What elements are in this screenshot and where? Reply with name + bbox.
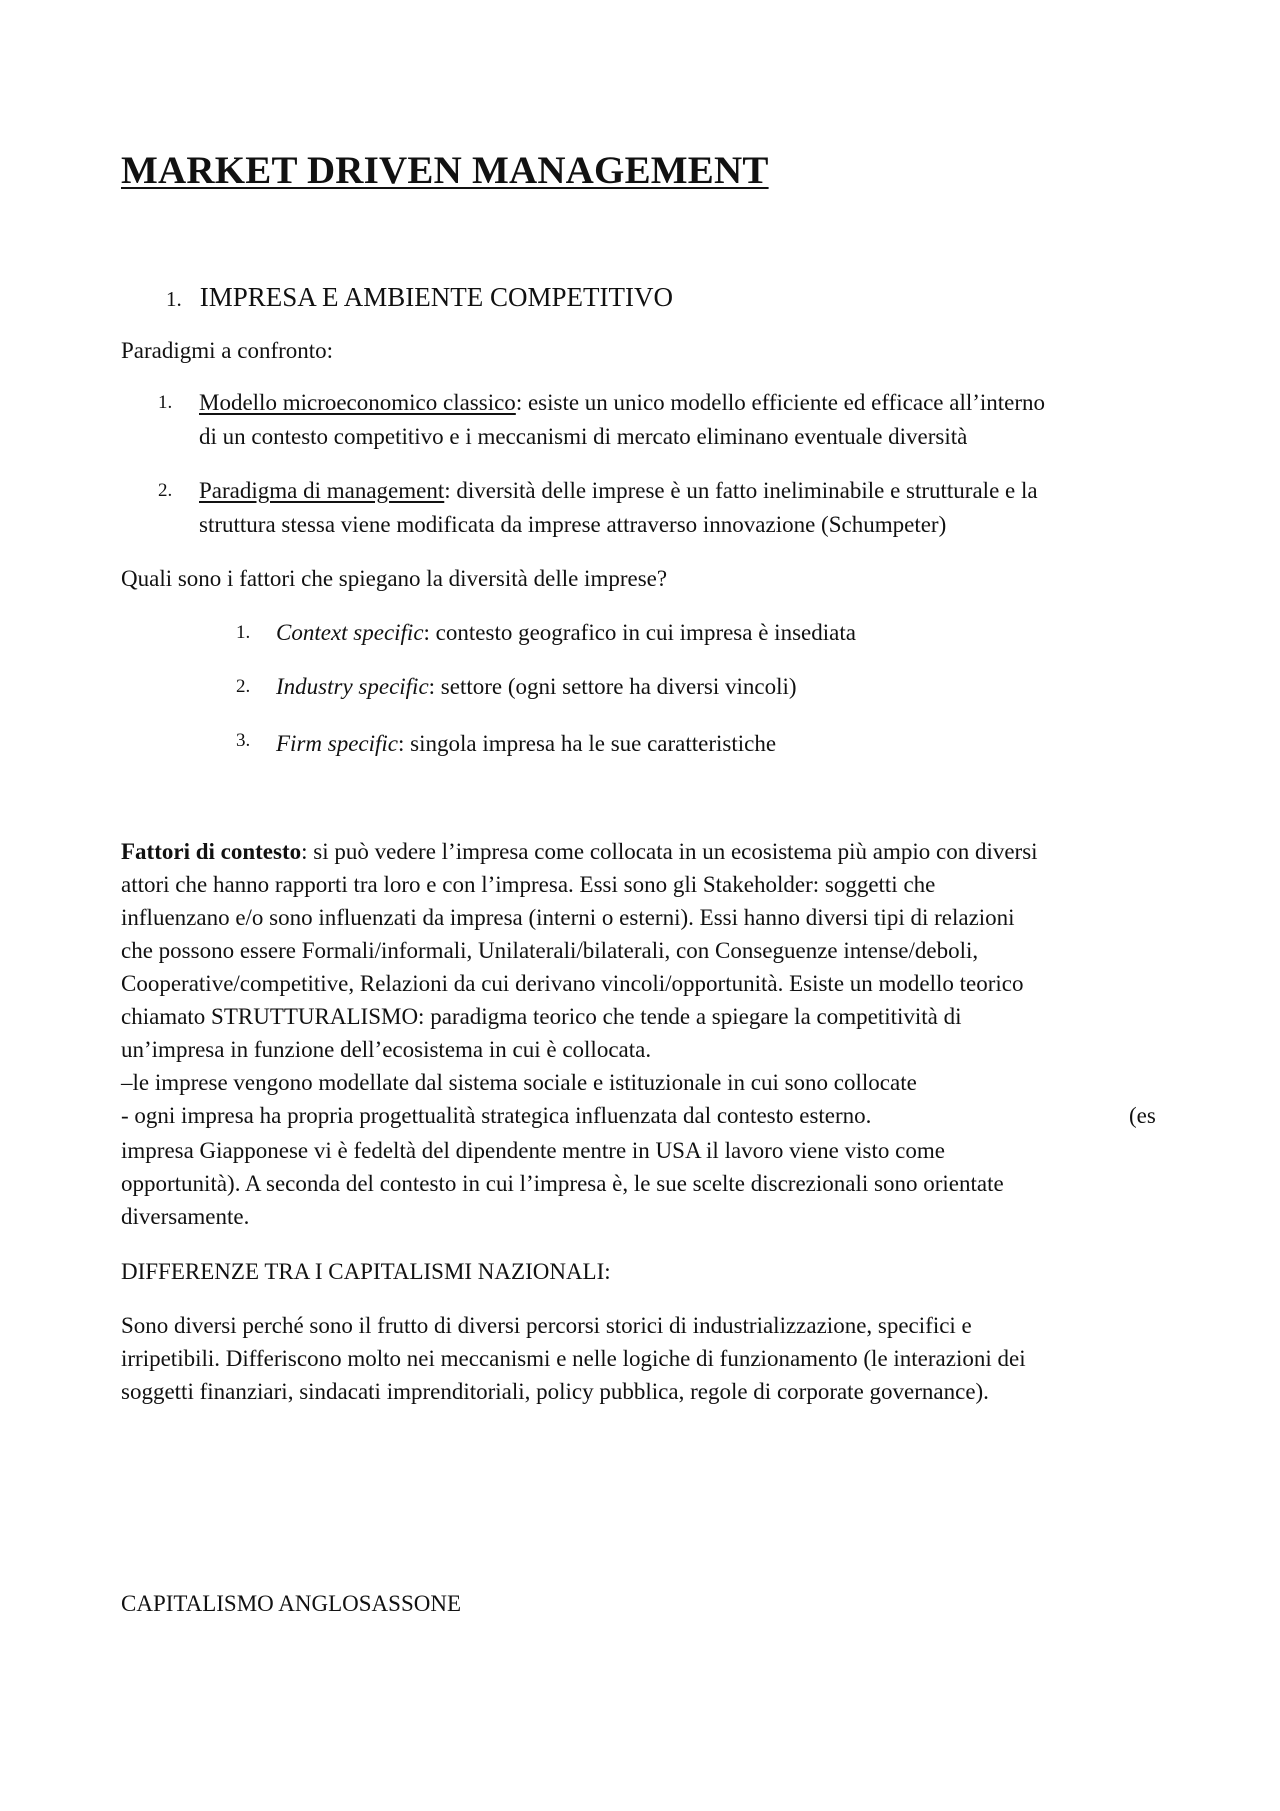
list-item-text: di un contesto competitivo e i meccanismi di mercato eliminano eventuale diversità <box>199 424 968 449</box>
paragraph-line: –le imprese vengono modellate dal sistema sociale e istituzionale in cui sono collocate <box>121 1070 917 1095</box>
list-item-text: : esiste un unico modello efficiente ed efficace all’interno <box>515 390 1046 415</box>
section-number: 1. <box>166 287 182 311</box>
list-item <box>276 616 856 649</box>
fattori-question: Quali sono i fattori che spiegano la diversità delle imprese? <box>121 566 668 591</box>
contesto-paragraph <box>121 835 1171 1233</box>
paragraph-line: impresa Giapponese vi è fedeltà del dipendente mentre in USA il lavoro viene visto come <box>121 1138 945 1163</box>
list-item <box>276 670 797 703</box>
paragraph-line: che possono essere Formali/informali, Unilaterali/bilaterali, con Conseguenze intense/deboli, <box>121 938 979 963</box>
list-item <box>276 727 776 760</box>
list-item-term: Context specific <box>276 620 424 645</box>
differenze-paragraph <box>121 1309 1171 1408</box>
list-item <box>199 386 1179 454</box>
list-number: 3. <box>236 730 251 751</box>
paradigmi-intro: Paradigmi a confronto: <box>121 338 334 363</box>
paragraph-line: un’impresa in funzione dell’ecosistema in cui è collocata. <box>121 1037 652 1062</box>
list-item-text: : contesto geografico in cui impresa è insediata <box>423 620 856 645</box>
list-item-text: : singola impresa ha le sue caratteristiche <box>398 731 777 756</box>
paragraph-line: opportunità). A seconda del contesto in cui l’impresa è, le sue scelte discrezionali sono orientate <box>121 1171 1004 1196</box>
list-number: 2. <box>158 480 173 501</box>
paragraph-line: attori che hanno rapporti tra loro e con l’impresa. Essi sono gli Stakeholder: soggetti che <box>121 872 936 897</box>
list-item-term: Industry specific <box>276 674 429 699</box>
list-number: 1. <box>236 622 251 643</box>
list-item-text: struttura stessa viene modificata da imprese attraverso innovazione (Schumpeter) <box>199 512 947 537</box>
list-item-term: Firm specific <box>276 731 398 756</box>
paragraph-line: - ogni impresa ha propria progettualità strategica influenzata dal contesto esterno. <box>121 1103 872 1128</box>
paragraph-line: diversamente. <box>121 1204 250 1229</box>
paragraph-fragment: (es <box>1129 1103 1156 1128</box>
list-item-term: Paradigma di management <box>199 478 445 503</box>
document-title: MARKET DRIVEN MANAGEMENT <box>121 149 769 192</box>
differenze-heading: DIFFERENZE TRA I CAPITALISMI NAZIONALI: <box>121 1259 611 1284</box>
section-title: IMPRESA E AMBIENTE COMPETITIVO <box>199 282 674 312</box>
capitalismo-heading: CAPITALISMO ANGLOSASSONE <box>121 1591 462 1616</box>
contesto-lead: Fattori di contesto <box>121 839 302 864</box>
list-number: 1. <box>158 392 173 413</box>
list-item-term: Modello microeconomico classico <box>199 390 516 415</box>
paragraph-line: Cooperative/competitive, Relazioni da cui derivano vincoli/opportunità. Esiste un modello teorico <box>121 971 1024 996</box>
paragraph-line: influenzano e/o sono influenzati da impresa (interni o esterni). Essi hanno diversi tipi di relazioni <box>121 905 1015 930</box>
paragraph-line: Sono diversi perché sono il frutto di diversi percorsi storici di industrializzazione, specifici e <box>121 1313 972 1338</box>
list-number: 2. <box>236 676 251 697</box>
section-heading <box>166 282 673 313</box>
paragraph-line: : si può vedere l’impresa come collocata in un ecosistema più ampio con diversi <box>301 839 1038 864</box>
list-item <box>199 474 1179 542</box>
list-item-text: : diversità delle imprese è un fatto ineliminabile e strutturale e la <box>444 478 1038 503</box>
list-item-text: : settore (ogni settore ha diversi vincoli) <box>428 674 797 699</box>
paragraph-line: chiamato STRUTTURALISMO: paradigma teorico che tende a spiegare la competitività di <box>121 1004 962 1029</box>
paragraph-line: irripetibili. Differiscono molto nei meccanismi e nelle logiche di funzionamento (le interazioni dei <box>121 1346 1026 1371</box>
paragraph-line: soggetti finanziari, sindacati imprenditoriali, policy pubblica, regole di corporate governance). <box>121 1379 989 1404</box>
